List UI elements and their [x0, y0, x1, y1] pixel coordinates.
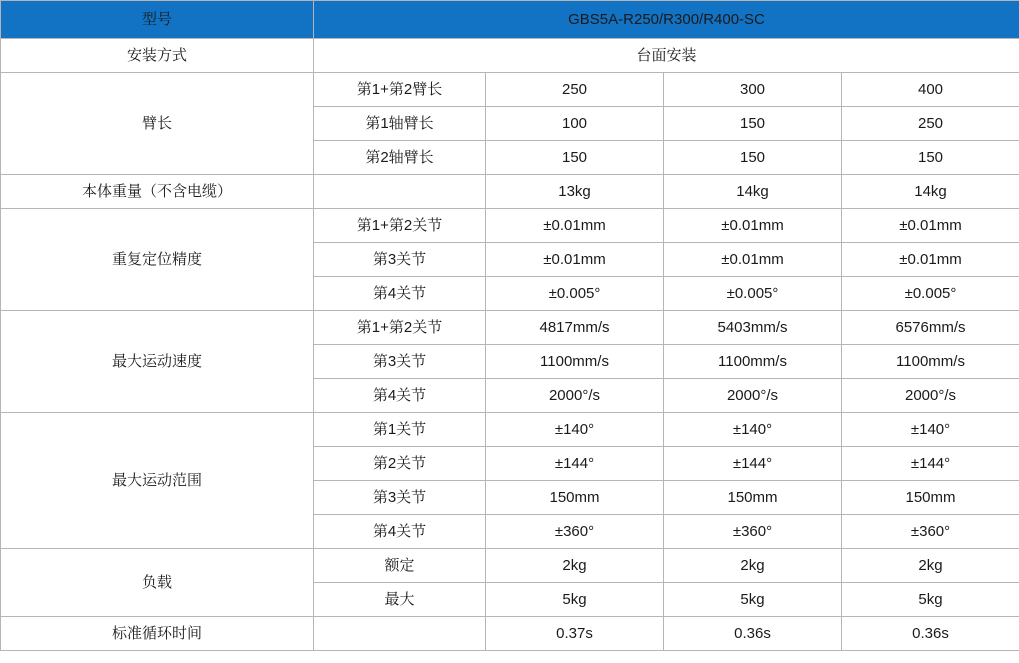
row-value: 14kg	[842, 175, 1019, 209]
row-value: ±144°	[664, 447, 842, 481]
row-value: 0.36s	[664, 617, 842, 651]
row-value: ±0.01mm	[486, 243, 664, 277]
row-label: 臂长	[1, 73, 314, 175]
row-sublabel-empty	[314, 617, 486, 651]
table-header-row	[1, 1, 1019, 39]
row-value: ±0.005°	[486, 277, 664, 311]
row-value: 2000°/s	[664, 379, 842, 413]
row-value: 2000°/s	[842, 379, 1019, 413]
row-value: 1100mm/s	[486, 345, 664, 379]
row-value: 150	[842, 141, 1019, 175]
row-value: ±0.01mm	[664, 243, 842, 277]
table-body	[1, 1, 1019, 651]
row-value: 150mm	[664, 481, 842, 515]
row-value: ±0.01mm	[842, 243, 1019, 277]
row-value: ±0.005°	[842, 277, 1019, 311]
row-value: ±0.01mm	[842, 209, 1019, 243]
row-value: 5kg	[664, 583, 842, 617]
row-value: 250	[842, 107, 1019, 141]
row-value: 5403mm/s	[664, 311, 842, 345]
row-label: 安装方式	[1, 39, 314, 73]
table-row	[1, 175, 1019, 209]
row-sublabel: 第3关节	[314, 243, 486, 277]
row-value: 100	[486, 107, 664, 141]
header-model-cell: GBS5A-R250/R300/R400-SC	[314, 1, 1019, 39]
row-value: 1100mm/s	[842, 345, 1019, 379]
row-sublabel: 第1关节	[314, 413, 486, 447]
row-value-all: 台面安装	[314, 39, 1019, 73]
row-value: 6576mm/s	[842, 311, 1019, 345]
row-value: 150mm	[842, 481, 1019, 515]
row-value: ±360°	[842, 515, 1019, 549]
row-value: 4817mm/s	[486, 311, 664, 345]
row-sublabel: 第2轴臂长	[314, 141, 486, 175]
table-row	[1, 413, 1019, 447]
row-value: 0.37s	[486, 617, 664, 651]
table-row	[1, 209, 1019, 243]
row-value: ±360°	[664, 515, 842, 549]
row-sublabel: 第3关节	[314, 345, 486, 379]
table-row	[1, 73, 1019, 107]
row-value: ±140°	[664, 413, 842, 447]
row-sublabel-empty	[314, 175, 486, 209]
row-value: 14kg	[664, 175, 842, 209]
row-value: ±140°	[842, 413, 1019, 447]
row-value: 150	[664, 107, 842, 141]
row-value: 150	[664, 141, 842, 175]
row-value: 2kg	[664, 549, 842, 583]
row-sublabel: 第4关节	[314, 379, 486, 413]
row-value: 2kg	[842, 549, 1019, 583]
table-row	[1, 617, 1019, 651]
header-label-cell: 型号	[1, 1, 314, 39]
row-value: 250	[486, 73, 664, 107]
row-label: 最大运动速度	[1, 311, 314, 413]
row-label: 重复定位精度	[1, 209, 314, 311]
row-label: 负载	[1, 549, 314, 617]
row-sublabel: 第1轴臂长	[314, 107, 486, 141]
row-sublabel: 第4关节	[314, 277, 486, 311]
row-value: ±0.005°	[664, 277, 842, 311]
row-value: 150mm	[486, 481, 664, 515]
row-sublabel: 第2关节	[314, 447, 486, 481]
row-sublabel: 第1+第2关节	[314, 311, 486, 345]
row-value: 5kg	[842, 583, 1019, 617]
row-value: 2000°/s	[486, 379, 664, 413]
row-sublabel: 第1+第2关节	[314, 209, 486, 243]
row-value: 2kg	[486, 549, 664, 583]
row-label: 本体重量（不含电缆）	[1, 175, 314, 209]
row-sublabel: 第4关节	[314, 515, 486, 549]
row-value: ±144°	[486, 447, 664, 481]
row-value: 400	[842, 73, 1019, 107]
row-value: 5kg	[486, 583, 664, 617]
row-value: ±0.01mm	[486, 209, 664, 243]
row-sublabel: 最大	[314, 583, 486, 617]
row-value: 1100mm/s	[664, 345, 842, 379]
row-label: 标准循环时间	[1, 617, 314, 651]
row-value: 13kg	[486, 175, 664, 209]
row-value: 0.36s	[842, 617, 1019, 651]
row-sublabel: 第1+第2臂长	[314, 73, 486, 107]
row-value: ±144°	[842, 447, 1019, 481]
table-row	[1, 311, 1019, 345]
row-label: 最大运动范围	[1, 413, 314, 549]
row-value: ±0.01mm	[664, 209, 842, 243]
row-sublabel: 额定	[314, 549, 486, 583]
row-value: ±140°	[486, 413, 664, 447]
row-sublabel: 第3关节	[314, 481, 486, 515]
row-value: 300	[664, 73, 842, 107]
table-row	[1, 549, 1019, 583]
table-row	[1, 39, 1019, 73]
row-value: ±360°	[486, 515, 664, 549]
row-value: 150	[486, 141, 664, 175]
